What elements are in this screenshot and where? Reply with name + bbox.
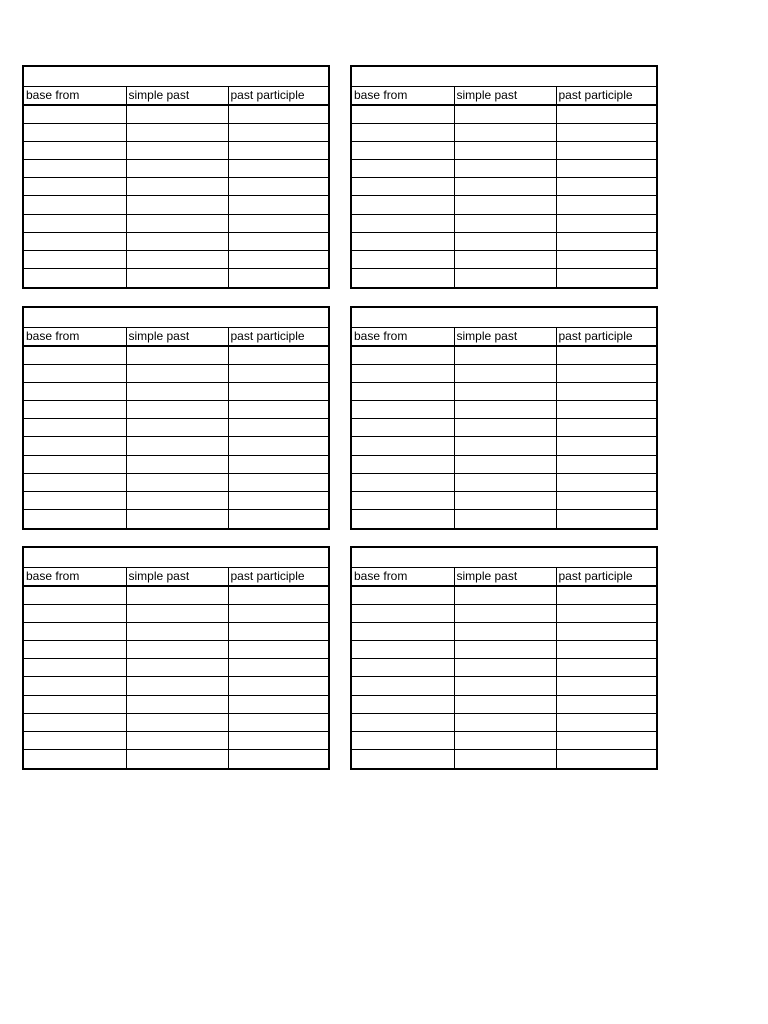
past-participle-cell[interactable] [556, 659, 656, 677]
base-form-cell[interactable] [24, 346, 126, 364]
table-row [24, 455, 328, 473]
table-row [352, 382, 656, 400]
base-form-cell[interactable] [352, 196, 454, 214]
past-participle-cell[interactable] [228, 141, 328, 159]
base-form-cell[interactable] [352, 178, 454, 196]
base-form-cell[interactable] [352, 251, 454, 269]
header-past-participle: past participle [228, 567, 328, 586]
table-row [352, 586, 656, 604]
base-form-cell[interactable] [352, 659, 454, 677]
base-form-cell[interactable] [24, 196, 126, 214]
table-row [352, 178, 656, 196]
simple-past-cell[interactable] [126, 492, 228, 510]
table-header-row [24, 86, 328, 105]
past-participle-cell[interactable] [228, 364, 328, 382]
base-form-cell[interactable] [24, 695, 126, 713]
past-participle-cell[interactable] [556, 196, 656, 214]
simple-past-cell[interactable] [126, 677, 228, 695]
table-row [352, 437, 656, 455]
simple-past-cell[interactable] [454, 346, 556, 364]
base-form-cell[interactable] [24, 214, 126, 232]
table-header-row [352, 86, 656, 105]
simple-past-cell[interactable] [454, 419, 556, 437]
table-title-cell[interactable] [352, 548, 656, 567]
simple-past-cell[interactable] [126, 105, 228, 123]
header-past-participle: past participle [228, 327, 328, 346]
past-participle-cell[interactable] [228, 105, 328, 123]
simple-past-cell[interactable] [126, 401, 228, 419]
past-participle-cell[interactable] [228, 178, 328, 196]
past-participle-cell[interactable] [556, 269, 656, 287]
simple-past-cell[interactable] [454, 604, 556, 622]
header-simple-past: simple past [126, 567, 228, 586]
base-form-cell[interactable] [352, 141, 454, 159]
past-participle-cell[interactable] [228, 604, 328, 622]
base-form-cell[interactable] [24, 105, 126, 123]
simple-past-cell[interactable] [126, 437, 228, 455]
past-participle-cell[interactable] [228, 641, 328, 659]
header-base-form: base from [352, 327, 454, 346]
table-row [24, 473, 328, 491]
base-form-cell[interactable] [24, 437, 126, 455]
base-form-cell[interactable] [24, 401, 126, 419]
table-row [24, 437, 328, 455]
past-participle-cell[interactable] [228, 492, 328, 510]
simple-past-cell[interactable] [454, 178, 556, 196]
past-participle-cell[interactable] [228, 732, 328, 750]
table-row [24, 141, 328, 159]
base-form-cell[interactable] [24, 732, 126, 750]
simple-past-cell[interactable] [454, 659, 556, 677]
simple-past-cell[interactable] [454, 586, 556, 604]
simple-past-cell[interactable] [126, 510, 228, 528]
past-participle-cell[interactable] [228, 269, 328, 287]
past-participle-cell[interactable] [556, 732, 656, 750]
base-form-cell[interactable] [24, 123, 126, 141]
base-form-cell[interactable] [352, 419, 454, 437]
simple-past-cell[interactable] [454, 695, 556, 713]
base-form-cell[interactable] [352, 604, 454, 622]
verb-table-5 [22, 546, 330, 770]
past-participle-cell[interactable] [228, 622, 328, 640]
base-form-cell[interactable] [24, 269, 126, 287]
past-participle-cell[interactable] [556, 473, 656, 491]
base-form-cell[interactable] [24, 141, 126, 159]
past-participle-cell[interactable] [228, 196, 328, 214]
past-participle-cell[interactable] [556, 492, 656, 510]
table-row [24, 178, 328, 196]
past-participle-cell[interactable] [228, 251, 328, 269]
base-form-cell[interactable] [24, 604, 126, 622]
simple-past-cell[interactable] [454, 105, 556, 123]
base-form-cell[interactable] [24, 641, 126, 659]
table-row [352, 141, 656, 159]
table-row [24, 123, 328, 141]
table-row [352, 604, 656, 622]
table-row [24, 492, 328, 510]
table-row [352, 510, 656, 528]
table-row [352, 492, 656, 510]
table-row [352, 105, 656, 123]
verb-table-2 [350, 65, 658, 289]
header-simple-past: simple past [454, 327, 556, 346]
past-participle-cell[interactable] [228, 346, 328, 364]
table-row [24, 232, 328, 250]
simple-past-cell[interactable] [126, 364, 228, 382]
past-participle-cell[interactable] [556, 695, 656, 713]
simple-past-cell[interactable] [454, 123, 556, 141]
verb-table-4 [350, 306, 658, 530]
header-base-form: base from [24, 86, 126, 105]
past-participle-cell[interactable] [556, 677, 656, 695]
simple-past-cell[interactable] [126, 695, 228, 713]
table-row [24, 105, 328, 123]
simple-past-cell[interactable] [126, 586, 228, 604]
simple-past-cell[interactable] [454, 232, 556, 250]
simple-past-cell[interactable] [454, 160, 556, 178]
header-simple-past: simple past [454, 567, 556, 586]
table-row [352, 251, 656, 269]
simple-past-cell[interactable] [454, 473, 556, 491]
simple-past-cell[interactable] [126, 160, 228, 178]
table-row [24, 659, 328, 677]
past-participle-cell[interactable] [228, 401, 328, 419]
header-base-form: base from [24, 327, 126, 346]
table-row [24, 641, 328, 659]
table-row [352, 455, 656, 473]
past-participle-cell[interactable] [228, 473, 328, 491]
simple-past-cell[interactable] [126, 659, 228, 677]
past-participle-cell[interactable] [556, 419, 656, 437]
simple-past-cell[interactable] [454, 364, 556, 382]
simple-past-cell[interactable] [126, 382, 228, 400]
table-row [352, 123, 656, 141]
past-participle-cell[interactable] [556, 641, 656, 659]
base-form-cell[interactable] [352, 641, 454, 659]
table-row [352, 214, 656, 232]
table-row [352, 732, 656, 750]
past-participle-cell[interactable] [228, 455, 328, 473]
past-participle-cell[interactable] [556, 622, 656, 640]
base-form-cell[interactable] [24, 232, 126, 250]
table-row [352, 695, 656, 713]
header-past-participle: past participle [556, 327, 656, 346]
base-form-cell[interactable] [24, 492, 126, 510]
base-form-cell[interactable] [24, 160, 126, 178]
table-row [352, 713, 656, 731]
header-past-participle: past participle [556, 86, 656, 105]
past-participle-cell[interactable] [228, 695, 328, 713]
base-form-cell[interactable] [24, 455, 126, 473]
past-participle-cell[interactable] [228, 123, 328, 141]
simple-past-cell[interactable] [126, 713, 228, 731]
base-form-cell[interactable] [24, 659, 126, 677]
simple-past-cell[interactable] [126, 123, 228, 141]
simple-past-cell[interactable] [126, 750, 228, 768]
past-participle-cell[interactable] [228, 510, 328, 528]
base-form-cell[interactable] [352, 123, 454, 141]
table-row [24, 677, 328, 695]
simple-past-cell[interactable] [454, 677, 556, 695]
table-row [24, 346, 328, 364]
base-form-cell[interactable] [24, 750, 126, 768]
past-participle-cell[interactable] [556, 346, 656, 364]
base-form-cell[interactable] [352, 622, 454, 640]
table-row [24, 196, 328, 214]
base-form-cell[interactable] [352, 455, 454, 473]
base-form-cell[interactable] [352, 677, 454, 695]
simple-past-cell[interactable] [454, 251, 556, 269]
table-row [352, 622, 656, 640]
past-participle-cell[interactable] [228, 232, 328, 250]
base-form-cell[interactable] [24, 510, 126, 528]
table-row [352, 419, 656, 437]
table-row [352, 677, 656, 695]
header-base-form: base from [352, 86, 454, 105]
table-row [24, 214, 328, 232]
table-row [24, 364, 328, 382]
past-participle-cell[interactable] [228, 382, 328, 400]
past-participle-cell[interactable] [556, 401, 656, 419]
past-participle-cell[interactable] [228, 214, 328, 232]
base-form-cell[interactable] [352, 437, 454, 455]
base-form-cell[interactable] [352, 713, 454, 731]
simple-past-cell[interactable] [126, 214, 228, 232]
base-form-cell[interactable] [352, 586, 454, 604]
table-row [352, 346, 656, 364]
simple-past-cell[interactable] [126, 455, 228, 473]
table-header-row [24, 327, 328, 346]
simple-past-cell[interactable] [126, 419, 228, 437]
header-simple-past: simple past [126, 86, 228, 105]
table-row [24, 586, 328, 604]
table-title-row [352, 548, 656, 567]
header-simple-past: simple past [454, 86, 556, 105]
simple-past-cell[interactable] [126, 641, 228, 659]
base-form-cell[interactable] [24, 586, 126, 604]
base-form-cell[interactable] [352, 160, 454, 178]
table-row [24, 419, 328, 437]
past-participle-cell[interactable] [228, 437, 328, 455]
simple-past-cell[interactable] [454, 713, 556, 731]
past-participle-cell[interactable] [556, 455, 656, 473]
simple-past-cell[interactable] [126, 732, 228, 750]
past-participle-cell[interactable] [228, 160, 328, 178]
base-form-cell[interactable] [352, 105, 454, 123]
header-base-form: base from [352, 567, 454, 586]
base-form-cell[interactable] [352, 401, 454, 419]
base-form-cell[interactable] [352, 269, 454, 287]
past-participle-cell[interactable] [556, 141, 656, 159]
past-participle-cell[interactable] [556, 178, 656, 196]
table-row [24, 510, 328, 528]
simple-past-cell[interactable] [454, 196, 556, 214]
base-form-cell[interactable] [24, 473, 126, 491]
table-row [24, 382, 328, 400]
simple-past-cell[interactable] [454, 214, 556, 232]
base-form-cell[interactable] [352, 510, 454, 528]
base-form-cell[interactable] [24, 622, 126, 640]
simple-past-cell[interactable] [454, 750, 556, 768]
table-title-cell[interactable] [24, 548, 328, 567]
past-participle-cell[interactable] [228, 677, 328, 695]
simple-past-cell[interactable] [126, 622, 228, 640]
past-participle-cell[interactable] [228, 750, 328, 768]
table-title-cell[interactable] [352, 67, 656, 86]
table-row [352, 232, 656, 250]
base-form-cell[interactable] [352, 750, 454, 768]
table-title-row [352, 308, 656, 327]
base-form-cell[interactable] [352, 492, 454, 510]
table-row [352, 401, 656, 419]
table-row [352, 364, 656, 382]
past-participle-cell[interactable] [556, 510, 656, 528]
table-row [24, 622, 328, 640]
past-participle-cell[interactable] [556, 160, 656, 178]
past-participle-cell[interactable] [228, 586, 328, 604]
table-row [352, 269, 656, 287]
header-past-participle: past participle [556, 567, 656, 586]
table-header-row [352, 567, 656, 586]
base-form-cell[interactable] [352, 382, 454, 400]
table-row [24, 750, 328, 768]
past-participle-cell[interactable] [228, 659, 328, 677]
past-participle-cell[interactable] [228, 713, 328, 731]
past-participle-cell[interactable] [556, 586, 656, 604]
simple-past-cell[interactable] [454, 269, 556, 287]
simple-past-cell[interactable] [454, 492, 556, 510]
simple-past-cell[interactable] [454, 732, 556, 750]
base-form-cell[interactable] [352, 473, 454, 491]
base-form-cell[interactable] [352, 732, 454, 750]
past-participle-cell[interactable] [556, 214, 656, 232]
table-row [352, 659, 656, 677]
table-row [352, 196, 656, 214]
table-row [352, 160, 656, 178]
table-title-cell[interactable] [352, 308, 656, 327]
table-row [352, 750, 656, 768]
table-row [24, 604, 328, 622]
base-form-cell[interactable] [352, 232, 454, 250]
table-row [24, 401, 328, 419]
past-participle-cell[interactable] [556, 123, 656, 141]
past-participle-cell[interactable] [556, 251, 656, 269]
past-participle-cell[interactable] [228, 419, 328, 437]
base-form-cell[interactable] [24, 251, 126, 269]
base-form-cell[interactable] [24, 178, 126, 196]
header-base-form: base from [24, 567, 126, 586]
base-form-cell[interactable] [352, 695, 454, 713]
simple-past-cell[interactable] [126, 251, 228, 269]
past-participle-cell[interactable] [556, 750, 656, 768]
header-simple-past: simple past [126, 327, 228, 346]
simple-past-cell[interactable] [126, 269, 228, 287]
simple-past-cell[interactable] [454, 382, 556, 400]
table-row [24, 160, 328, 178]
simple-past-cell[interactable] [126, 141, 228, 159]
simple-past-cell[interactable] [126, 473, 228, 491]
header-past-participle: past participle [228, 86, 328, 105]
simple-past-cell[interactable] [454, 437, 556, 455]
table-row [24, 695, 328, 713]
table-title-row [24, 67, 328, 86]
simple-past-cell[interactable] [454, 141, 556, 159]
base-form-cell[interactable] [352, 364, 454, 382]
table-header-row [352, 327, 656, 346]
base-form-cell[interactable] [352, 214, 454, 232]
simple-past-cell[interactable] [126, 346, 228, 364]
table-row [24, 251, 328, 269]
base-form-cell[interactable] [24, 419, 126, 437]
table-row [352, 641, 656, 659]
simple-past-cell[interactable] [126, 232, 228, 250]
past-participle-cell[interactable] [556, 382, 656, 400]
table-row [24, 732, 328, 750]
table-header-row [24, 567, 328, 586]
table-title-row [352, 67, 656, 86]
verb-table-6 [350, 546, 658, 770]
table-title-row [24, 548, 328, 567]
past-participle-cell[interactable] [556, 105, 656, 123]
past-participle-cell[interactable] [556, 437, 656, 455]
base-form-cell[interactable] [24, 382, 126, 400]
verb-table-1 [22, 65, 330, 289]
simple-past-cell[interactable] [454, 622, 556, 640]
table-title-cell[interactable] [24, 308, 328, 327]
table-row [24, 269, 328, 287]
simple-past-cell[interactable] [454, 401, 556, 419]
table-title-cell[interactable] [24, 67, 328, 86]
simple-past-cell[interactable] [454, 641, 556, 659]
simple-past-cell[interactable] [126, 178, 228, 196]
table-row [352, 473, 656, 491]
simple-past-cell[interactable] [454, 455, 556, 473]
table-row [24, 713, 328, 731]
verb-table-3 [22, 306, 330, 530]
base-form-cell[interactable] [352, 346, 454, 364]
base-form-cell[interactable] [24, 364, 126, 382]
past-participle-cell[interactable] [556, 364, 656, 382]
past-participle-cell[interactable] [556, 604, 656, 622]
past-participle-cell[interactable] [556, 713, 656, 731]
past-participle-cell[interactable] [556, 232, 656, 250]
base-form-cell[interactable] [24, 677, 126, 695]
simple-past-cell[interactable] [126, 196, 228, 214]
base-form-cell[interactable] [24, 713, 126, 731]
simple-past-cell[interactable] [454, 510, 556, 528]
simple-past-cell[interactable] [126, 604, 228, 622]
table-title-row [24, 308, 328, 327]
